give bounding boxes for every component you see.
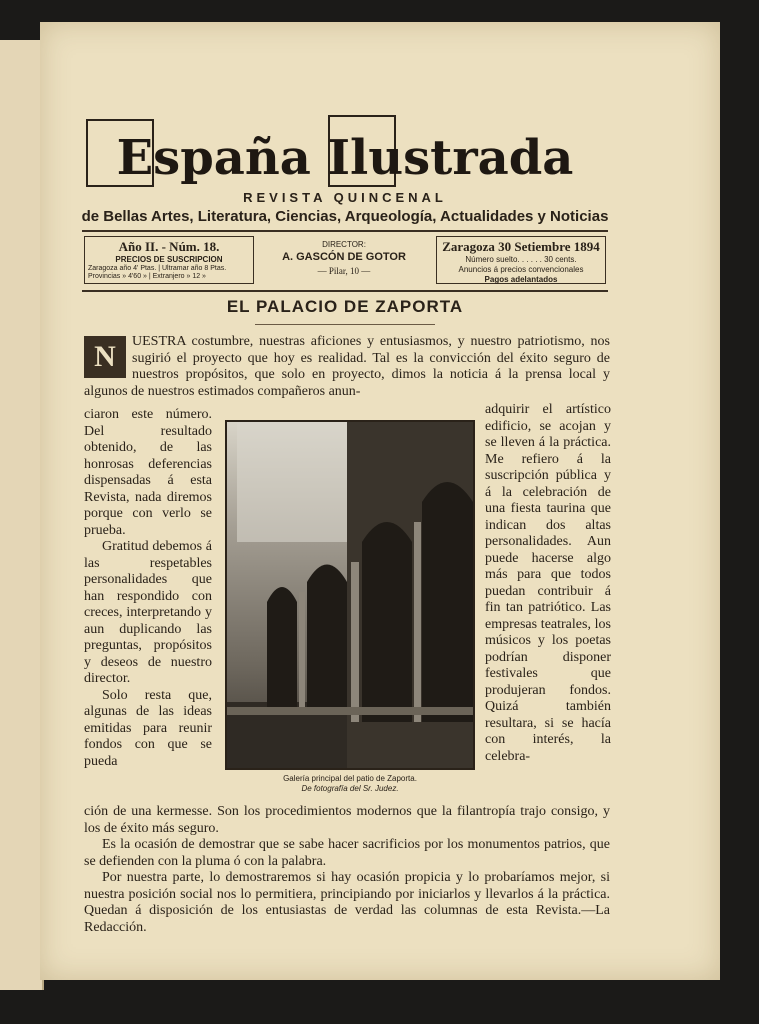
address: — Pilar, 10 — — [317, 266, 371, 276]
magazine-page — [40, 22, 720, 980]
article-intro — [84, 334, 610, 400]
article-title: EL PALACIO DE ZAPORTA — [226, 297, 464, 316]
caption-credit: De fotografía del Sr. Judez. — [301, 784, 399, 793]
masthead-title-text: España Ilustrada — [116, 130, 574, 186]
left-page-edge — [0, 40, 44, 990]
conclusion-p2: Es la ocasión de demostrar que se sabe hacer sacrificios por los monumentos patrios, que se defienden con la pluma ó con la palabra. — [84, 837, 610, 869]
photo-caption — [225, 774, 475, 794]
left-column-p2: Gratitud debemos á las respetables personalidades que han respondido con creces, interpretando y aun duplicando las preguntas, propósitos y deseos de nuestro director. — [84, 539, 212, 686]
right-column: adquirir el artístico edificio, se acojan y se lleven á la práctica. Me refiero á la suscripción pública y á la celebración de una fiesta taurina que indican dos altas personalidades. Aun puede hacerse algo más para que todos puedan contribuir á fin tan patriótico. Las empresas teatrales, los músicos y los poetas podrían disponer festivales que produjeran fondos. Quizá también resultara, si se hacía con interés, la celebra- — [485, 402, 611, 764]
date-box — [436, 236, 606, 284]
payment-note: Pagos adelantados — [484, 275, 558, 284]
conclusion-p3: Por nuestra parte, lo demostraremos si hay ocasión propicia y lo probaríamos mejor, si nuestra posición social nos lo permitiera, principiando por iniciarlos y llevarlos á la práctica. Quedan á disposición de los entusiastas de verdad las columnas de esta Revista.—La Redacción. — [84, 870, 610, 935]
masthead-title — [85, 114, 605, 192]
prices-heading: PRECIOS DE SUSCRIPCION — [115, 255, 223, 264]
left-column-p3: Solo resta que, algunas de las ideas emitidas para reunir fondos con que se pueda — [84, 687, 212, 769]
ads-note: Anuncios á precios convencionales — [458, 265, 584, 274]
issue-box — [84, 236, 254, 284]
number-price: Número suelto. . . . . . 30 cents. — [465, 255, 577, 264]
issue-date: Zaragoza 30 Setiembre 1894 — [442, 239, 600, 254]
masthead-tagline: de Bellas Artes, Literatura, Ciencias, Arqueología, Actualidades y Noticias — [81, 208, 609, 225]
left-column — [84, 407, 212, 770]
info-bar — [82, 230, 608, 292]
director-name: A. GASCÓN DE GOTOR — [282, 251, 406, 263]
director-label: DIRECTOR: — [322, 240, 366, 249]
article-conclusion — [84, 804, 610, 936]
masthead-subtitle: REVISTA QUINCENAL — [243, 190, 447, 205]
zaporta-gallery-photo — [225, 420, 475, 770]
caption-title: Galería principal del patio de Zaporta. — [283, 774, 417, 783]
left-column-p1: ciaron este número. Del resultado obtenido, de las honrosas deferencias dispensadas á esta Revista, nada diremos porque con verlo se prueba. — [84, 407, 212, 538]
title-divider — [255, 324, 435, 325]
issue-number: Año II. - Núm. 18. — [118, 239, 220, 254]
prices-row-2: Provincias » 4'60 » | Extranjero » 12 » — [88, 273, 206, 280]
dropcap: N — [84, 336, 126, 378]
director-info — [254, 240, 434, 276]
intro-text: UESTRA costumbre, nuestras aficiones y entusiasmos, y nuestro patriotismo, nos sugirió el proyecto que hoy es realidad. Tal es la convicción del éxito seguro de nuestros propósitos, que solo en proyecto, dimos la noticia á la prensa local y algunos de nuestros estimados compañeros anun- — [84, 334, 610, 399]
prices-row-1: Zaragoza año 4' Ptas. | Ultramar año 8 Ptas. — [88, 265, 227, 272]
conclusion-p1: ción de una kermesse. Son los procedimientos modernos que la filantropía trajo consigo, y los de éxito más seguro. — [84, 804, 610, 836]
